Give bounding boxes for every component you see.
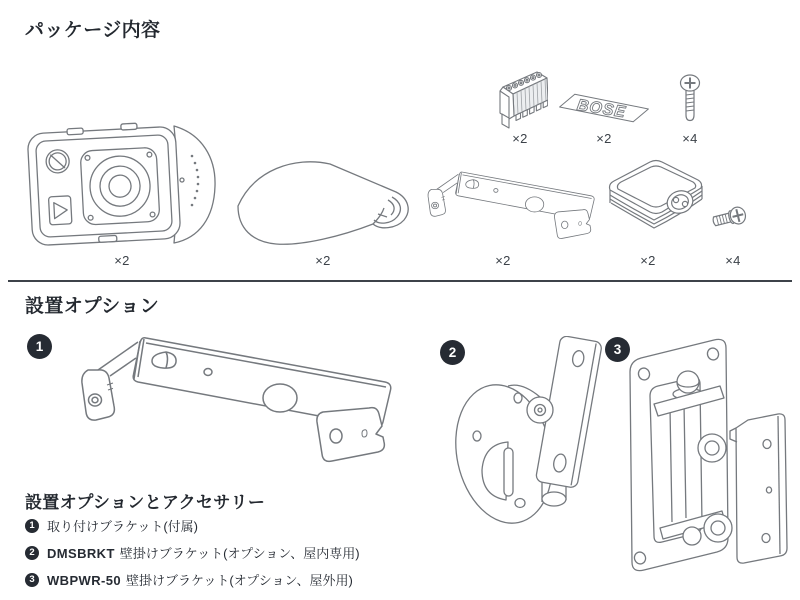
figure-badge-2: 2 [440,340,465,365]
item-text-2 [47,543,360,562]
rect-wall-bracket-illustration [620,332,790,584]
round-wall-bracket-illustration [452,336,604,531]
install-section-title: 設置オプション [25,296,160,317]
mounting-bracket-illustration [427,167,597,244]
item-badge-2: 2 [25,546,39,560]
item-badge-1: 1 [25,519,39,533]
speaker-illustration [26,118,218,250]
item-label-1: 取り付けブラケット(付属) [47,519,199,534]
accessory-item-3 [25,570,353,589]
qty-label-bracket: ×2 [495,253,511,268]
item-code-3: WBPWR-50 [47,573,121,588]
u-bracket-option-illustration [80,330,396,470]
figure-badge-1: 1 [27,334,52,359]
item-text-3 [47,570,353,589]
euroblock-connector-illustration [492,68,548,130]
section-divider [8,280,792,282]
cover-illustration [232,148,414,250]
accessory-item-1 [25,516,198,535]
qty-label-screw-long: ×4 [682,131,698,146]
item-text-1 [47,516,198,535]
item-code-2: DMSBRKT [47,546,115,561]
qty-label-terminal-cover: ×2 [640,253,656,268]
figure-badge-3: 3 [605,337,630,362]
terminal-cover-illustration [598,156,710,246]
accessory-item-2 [25,543,360,562]
screw-long-illustration [678,74,702,126]
qty-label-connector: ×2 [512,131,528,146]
qty-label-screw-short: ×4 [725,253,741,268]
bose-logo-text: BOSE [575,96,628,122]
qty-label-logo: ×2 [596,131,612,146]
qty-label-speaker: ×2 [114,253,130,268]
item-badge-3: 3 [25,573,39,587]
item-label-3: 壁掛けブラケット(オプション、屋外用) [125,573,353,588]
accessories-heading: 設置オプションとアクセサリー [25,493,266,512]
qty-label-cover: ×2 [315,253,331,268]
bose-logo-plate-illustration [558,88,650,132]
screw-short-illustration [710,200,750,234]
item-label-2: 壁掛けブラケット(オプション、屋内専用) [119,546,360,561]
page-title: パッケージ内容 [25,20,161,41]
